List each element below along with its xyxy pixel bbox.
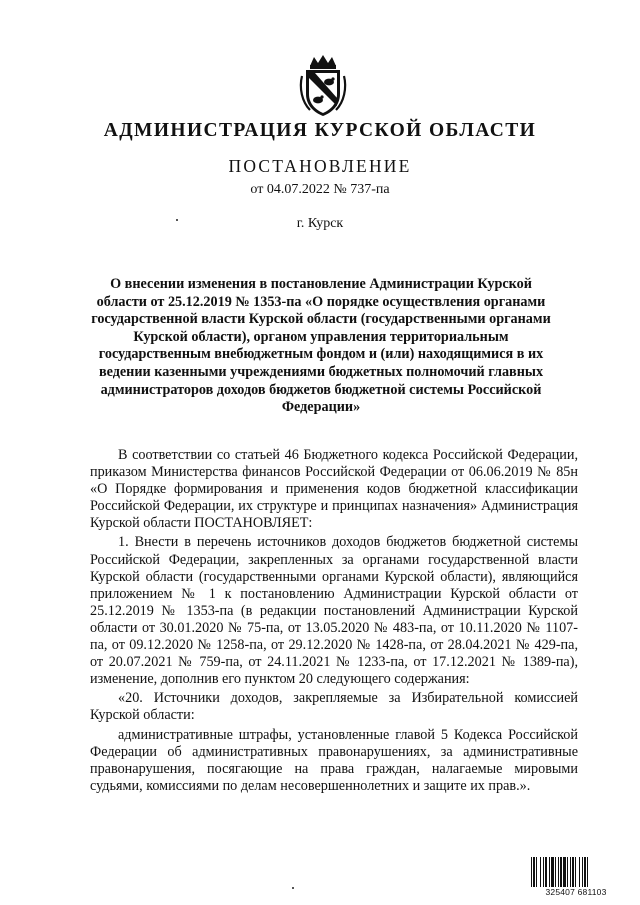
- barcode-bar: [531, 857, 532, 887]
- barcode-bar: [549, 857, 550, 887]
- barcode-bar: [558, 857, 559, 887]
- barcode-bar: [587, 857, 588, 887]
- item-1-paragraph: 1. Внести в перечень источников доходов бюджетов бюджетной системы Российской Федерации, закрепленных за органами государственной власти Курской области (государственными органами Курской области), являющийся приложением № 1 к постановлению Администрации Курской области от 25.12.2019 № 1353-па (в редакции постановлений Администрации Курской области от 30.01.2020 № 75-па, от 13.05.2020 № 483-па, от 10.11.2020 № 1107-па, от 09.12.2020 № 1258-па, от 29.12.2020 № 1428-па, от 28.04.2021 № 429-па, от 20.07.2021 № 759-па, от 24.11.2021 № 1233-па, от 17.12.2021 № 1389-па), изменение, дополнив его пунктом 20 следующего содержания:: [90, 534, 578, 688]
- barcode-bar: [555, 857, 556, 887]
- barcode-bar: [567, 857, 568, 887]
- item-20-paragraph: «20. Источники доходов, закрепляемые за Избирательной комиссией Курской области:: [90, 690, 578, 724]
- document-date-number: от 04.07.2022 № 737-па: [250, 182, 390, 197]
- barcode-bar: [570, 857, 571, 887]
- barcode-bar: [575, 857, 576, 887]
- preamble-paragraph: В соответствии со статьей 46 Бюджетного кодекса Российской Федерации, приказом Министерства финансов Российской Федерации от 06.06.2019 № 85н «О Порядке формирования и применения кодов бюджетной классификации Российской Федерации, их структуре и принципах назначения» Администрация Курской области ПОСТАНОВЛЯЕТ:: [90, 447, 578, 532]
- document-title: О внесении изменения в постановление Администрации Курской области от 25.12.2019 № 1353-па «О порядке осуществления органами государственной власти Курской области (государственными органами Курской области), органом управления территориальным государственным внебюджетным фондом и (или) находящимися в их ведении казенными учреждениями бюджетных полномочий главных администраторов доходов бюджетов бюджетной системы Российской Федерации»: [91, 276, 551, 416]
- barcode-bar: [543, 857, 544, 887]
- barcode-number: 325407 681103: [545, 887, 607, 897]
- document-city: г. Курск: [296, 216, 344, 231]
- barcode-bars: [530, 857, 622, 887]
- barcode-bar: [560, 857, 562, 887]
- barcode-bar: [563, 857, 566, 887]
- fines-paragraph: административные штрафы, установленные главой 5 Кодекса Российской Федерации об административных правонарушениях, за административные правонарушения, посягающие на права граждан, налагаемые мировыми судьями, комиссиями по делам несовершеннолетних и защите их прав.».: [90, 726, 578, 794]
- scan-speck: [176, 219, 178, 221]
- barcode-bar: [545, 857, 547, 887]
- organization-name: АДМИНИСТРАЦИЯ КУРСКОЙ ОБЛАСТИ: [103, 120, 537, 141]
- barcode: [530, 857, 622, 897]
- barcode-bar: [536, 857, 537, 887]
- scan-speck: [292, 887, 294, 889]
- document-body: [90, 447, 578, 801]
- kursk-coat-of-arms-icon: [296, 54, 350, 118]
- barcode-bar: [579, 857, 580, 887]
- barcode-bar: [540, 857, 541, 887]
- barcode-bar: [584, 857, 586, 887]
- document-type: ПОСТАНОВЛЕНИЕ: [228, 156, 412, 176]
- barcode-bar: [582, 857, 583, 887]
- resolves-word: ПОСТАНОВЛЯЕТ:: [194, 515, 313, 532]
- barcode-bar: [533, 857, 535, 887]
- barcode-bar: [572, 857, 574, 887]
- barcode-bar: [551, 857, 554, 887]
